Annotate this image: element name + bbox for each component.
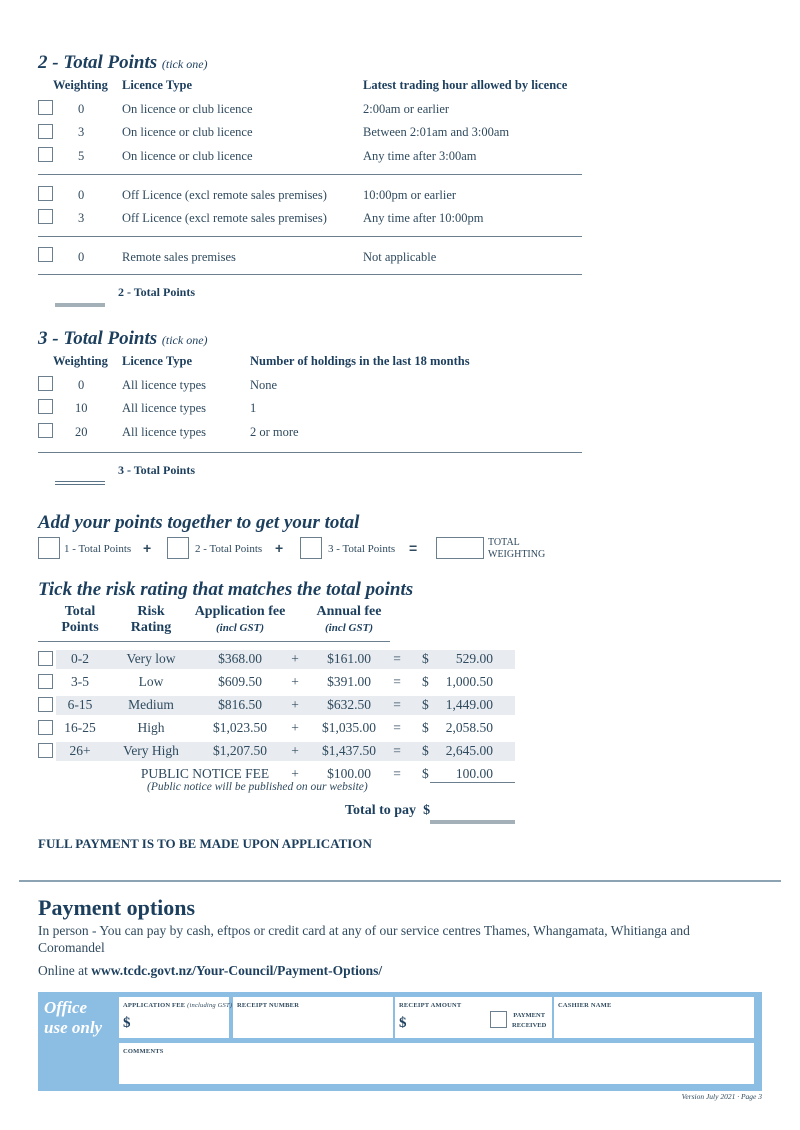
risk-checkbox-4[interactable] xyxy=(38,743,53,758)
risk-checkbox-3[interactable] xyxy=(38,720,53,735)
holdings: None xyxy=(250,378,278,392)
section3-header-weighting: Weighting xyxy=(53,354,108,368)
equals-sign: = xyxy=(393,651,401,666)
office-use-title: Office use only xyxy=(44,998,103,1037)
divider xyxy=(38,641,390,642)
risk-checkbox-2[interactable] xyxy=(38,697,53,712)
total-fee: 1,449.00 xyxy=(445,697,493,712)
dollar-sign: $ xyxy=(123,1015,131,1031)
payment-options-title: Payment options xyxy=(38,895,196,920)
licence-type: Remote sales premises xyxy=(122,250,236,264)
section2-checkbox-2[interactable] xyxy=(38,147,53,162)
plus-sign: + xyxy=(291,697,299,712)
sum-box-3[interactable] xyxy=(300,537,322,559)
licence-type: All licence types xyxy=(122,401,206,415)
payment-in-person: In person - You can pay by cash, eftpos or credit card at any of our service centres Thames, Whangamata, Whitianga and Coromandel xyxy=(38,923,690,955)
divider xyxy=(430,782,515,783)
section2-total-field[interactable] xyxy=(55,303,105,307)
total-fee: 529.00 xyxy=(455,651,493,666)
public-notice-note: (Public notice will be published on our website) xyxy=(147,781,368,793)
sum-label-1: 1 - Total Points xyxy=(64,543,132,555)
weight-value: 10 xyxy=(75,401,88,415)
dollar-sign: $ xyxy=(422,766,429,781)
annual-fee: $632.50 xyxy=(327,697,371,712)
public-notice-amount: $100.00 xyxy=(327,766,371,781)
risk-points: 6-15 xyxy=(67,697,93,712)
section3-checkbox-1[interactable] xyxy=(38,399,53,414)
trading-hour: 2:00am or earlier xyxy=(363,102,450,116)
risk-rating: Very High xyxy=(123,743,179,758)
application-fee: $368.00 xyxy=(218,651,262,666)
plus-sign: + xyxy=(291,651,299,666)
risk-header-risk-rating: Risk Rating xyxy=(130,604,172,635)
section2-checkbox-1[interactable] xyxy=(38,124,53,139)
application-fee: $1,207.50 xyxy=(213,743,267,758)
section2-header-weighting: Weighting xyxy=(53,78,108,92)
licence-type: All licence types xyxy=(122,425,206,439)
payment-online-link[interactable]: www.tcdc.govt.nz/Your-Council/Payment-Options/ xyxy=(91,963,383,978)
equals-sign: = xyxy=(393,720,401,735)
weight-value: 20 xyxy=(75,425,88,439)
plus-sign: + xyxy=(275,540,284,556)
section2-total-label: 2 - Total Points xyxy=(118,285,196,299)
total-weighting-label: TOTAL WEIGHTING xyxy=(488,537,546,560)
section3-checkbox-0[interactable] xyxy=(38,376,53,391)
total-fee: 2,645.00 xyxy=(445,743,493,758)
trading-hour: Any time after 10:00pm xyxy=(363,211,484,225)
comments-field[interactable] xyxy=(119,1043,754,1084)
sum-title: Add your points together to get your total xyxy=(38,512,360,533)
equals-sign: = xyxy=(393,674,401,689)
weight-value: 0 xyxy=(78,102,85,116)
application-fee-field[interactable] xyxy=(119,997,233,1038)
office-use-panel xyxy=(38,992,762,1091)
risk-row xyxy=(56,650,515,669)
application-fee: $609.50 xyxy=(218,674,262,689)
risk-row xyxy=(56,719,515,738)
section2-checkbox-3[interactable] xyxy=(38,186,53,201)
receipt-amount-field[interactable] xyxy=(395,997,552,1038)
equals-sign: = xyxy=(393,743,401,758)
section3-title: 3 - Total Points (tick one) xyxy=(38,328,208,349)
dollar-sign: $ xyxy=(399,1015,407,1031)
equals-sign: = xyxy=(393,697,401,712)
section2-checkbox-4[interactable] xyxy=(38,209,53,224)
risk-points: 3-5 xyxy=(71,674,89,689)
total-fee: 2,058.50 xyxy=(445,720,493,735)
section2-title: 2 - Total Points (tick one) xyxy=(38,52,208,73)
risk-rating: Very low xyxy=(126,651,176,666)
weight-value: 3 xyxy=(78,211,85,225)
section3-total-label: 3 - Total Points xyxy=(118,463,196,477)
section3-total-field[interactable] xyxy=(55,481,105,485)
total-weighting-box[interactable] xyxy=(436,537,484,559)
licence-type: Off Licence (excl remote sales premises) xyxy=(122,188,327,202)
risk-points: 0-2 xyxy=(71,651,89,666)
risk-checkbox-1[interactable] xyxy=(38,674,53,689)
cashier-name-field[interactable] xyxy=(554,997,754,1038)
divider xyxy=(38,236,582,237)
application-fee-label: APPLICATION FEE (including GST) xyxy=(123,1002,233,1009)
annual-fee: $161.00 xyxy=(327,651,371,666)
trading-hour: Any time after 3:00am xyxy=(363,149,477,163)
plus-sign: + xyxy=(291,674,299,689)
section2-header-licence-type: Licence Type xyxy=(122,78,193,92)
dollar-sign: $ xyxy=(422,674,429,689)
equals-sign: = xyxy=(409,540,418,556)
holdings: 1 xyxy=(250,401,257,415)
risk-header-total-points: Total Points xyxy=(61,604,99,635)
receipt-number-field[interactable] xyxy=(233,997,393,1038)
dollar-sign: $ xyxy=(422,697,429,712)
plus-sign: + xyxy=(143,540,152,556)
total-to-pay-field[interactable] xyxy=(430,820,515,824)
weight-value: 0 xyxy=(78,188,85,202)
section3-header-holdings: Number of holdings in the last 18 months xyxy=(250,354,470,368)
risk-row xyxy=(56,742,515,761)
divider xyxy=(38,174,582,175)
comments-label: COMMENTS xyxy=(123,1048,164,1055)
section2-header-trading-hour: Latest trading hour allowed by licence xyxy=(363,78,568,92)
trading-hour: 10:00pm or earlier xyxy=(363,188,457,202)
risk-header-application-fee: Application fee (incl GST) xyxy=(194,604,286,634)
licence-type: On licence or club licence xyxy=(122,125,253,139)
dollar-sign: $ xyxy=(422,720,429,735)
annual-fee: $391.00 xyxy=(327,674,371,689)
section2-checkbox-0[interactable] xyxy=(38,100,53,115)
public-notice-label: PUBLIC NOTICE FEE xyxy=(140,766,270,781)
sum-label-3: 3 - Total Points xyxy=(328,543,396,555)
section3-checkbox-2[interactable] xyxy=(38,423,53,438)
payment-received-checkbox[interactable] xyxy=(490,1011,507,1028)
annual-fee: $1,035.00 xyxy=(322,720,376,735)
payment-online: Online at www.tcdc.govt.nz/Your-Council/Payment-Options/ xyxy=(38,963,383,978)
receipt-amount-label: RECEIPT AMOUNT xyxy=(399,1002,462,1009)
plus-sign: + xyxy=(291,766,299,781)
risk-points: 16-25 xyxy=(64,720,96,735)
weight-value: 3 xyxy=(78,125,85,139)
annual-fee: $1,437.50 xyxy=(322,743,376,758)
sum-box-2[interactable] xyxy=(167,537,189,559)
sum-box-1[interactable] xyxy=(38,537,60,559)
risk-header-annual-fee: Annual fee (incl GST) xyxy=(316,604,382,634)
divider xyxy=(38,274,582,275)
weight-value: 5 xyxy=(78,149,85,163)
section-divider xyxy=(19,880,781,882)
dollar-sign: $ xyxy=(422,743,429,758)
cashier-name-label: CASHIER NAME xyxy=(558,1002,612,1009)
risk-row xyxy=(56,673,515,692)
risk-row xyxy=(56,696,515,715)
trading-hour: Not applicable xyxy=(363,250,437,264)
trading-hour: Between 2:01am and 3:00am xyxy=(363,125,510,139)
risk-checkbox-0[interactable] xyxy=(38,651,53,666)
dollar-sign: $ xyxy=(422,651,429,666)
licence-type: All licence types xyxy=(122,378,206,392)
application-fee: $1,023.50 xyxy=(213,720,267,735)
receipt-number-label: RECEIPT NUMBER xyxy=(237,1002,300,1009)
risk-rating: Low xyxy=(138,674,164,689)
plus-sign: + xyxy=(291,743,299,758)
payment-received-label: PAYMENT RECEIVED xyxy=(512,1012,547,1029)
section2-checkbox-5[interactable] xyxy=(38,247,53,262)
weight-value: 0 xyxy=(78,378,85,392)
total-to-pay-label: Total to pay $ xyxy=(345,803,431,818)
risk-points: 26+ xyxy=(69,743,91,758)
full-payment-notice: FULL PAYMENT IS TO BE MADE UPON APPLICATION xyxy=(38,836,372,851)
holdings: 2 or more xyxy=(250,425,299,439)
divider xyxy=(38,452,582,453)
licence-type: On licence or club licence xyxy=(122,149,253,163)
plus-sign: + xyxy=(291,720,299,735)
risk-rating: High xyxy=(137,720,165,735)
weight-value: 0 xyxy=(78,250,85,264)
risk-title: Tick the risk rating that matches the total points xyxy=(38,579,414,600)
footer-version: Version July 2021 · Page 3 xyxy=(681,1092,762,1101)
sum-label-2: 2 - Total Points xyxy=(195,543,263,555)
application-fee: $816.50 xyxy=(218,697,262,712)
total-fee: 1,000.50 xyxy=(445,674,493,689)
licence-type: Off Licence (excl remote sales premises) xyxy=(122,211,327,225)
risk-rating: Medium xyxy=(128,697,174,712)
licence-type: On licence or club licence xyxy=(122,102,253,116)
public-notice-total: 100.00 xyxy=(455,766,493,781)
section3-header-licence-type: Licence Type xyxy=(122,354,193,368)
equals-sign: = xyxy=(393,766,401,781)
